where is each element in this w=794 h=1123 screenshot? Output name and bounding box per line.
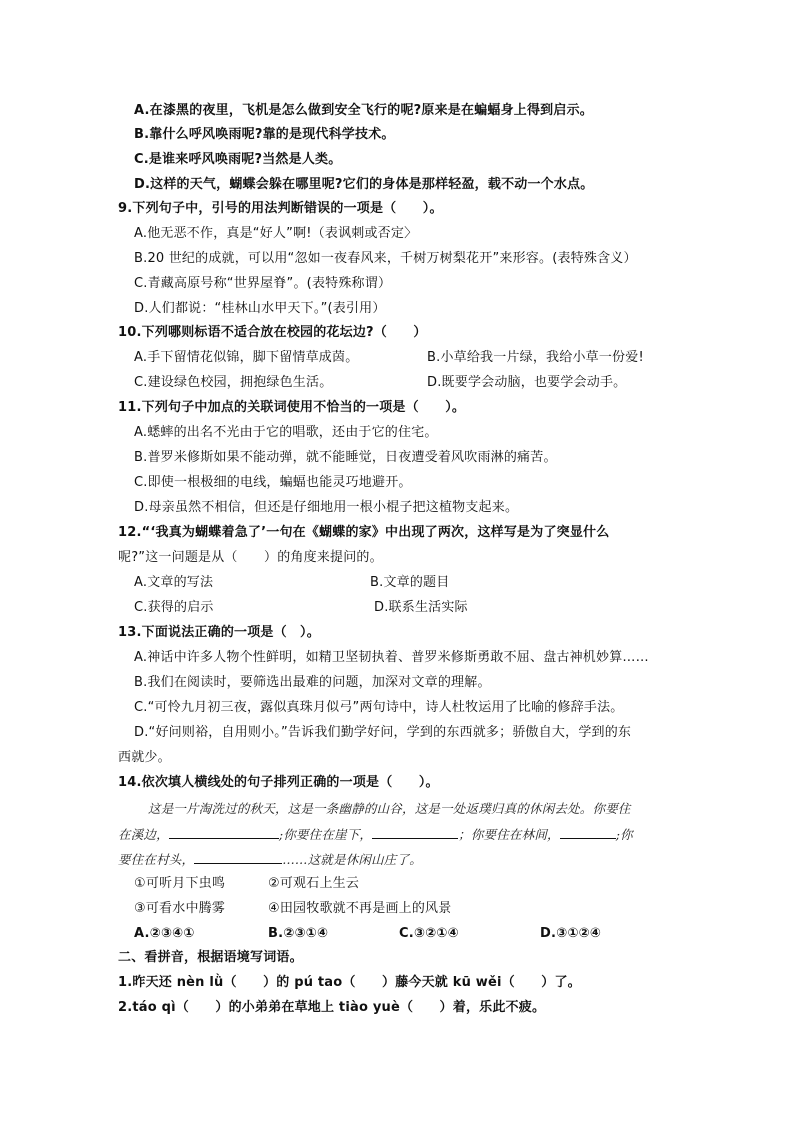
q10-option-d: D.既要学会动脑，也要学会动手。 bbox=[427, 375, 627, 390]
q13-option-d-cont: 西就少。 bbox=[118, 750, 171, 765]
q14-option-c: C.③②①④ bbox=[399, 926, 459, 941]
question-11: 11.下列句子中加点的关联词使用不恰当的一项是（ ）。 bbox=[118, 400, 466, 415]
q12-option-a: A.文章的写法 bbox=[134, 575, 214, 590]
q12-option-b: B.文章的题目 bbox=[370, 575, 450, 590]
question-9: 9.下列句子中，引号的用法判断错误的一项是（ ）。 bbox=[118, 201, 443, 216]
q12-option-c: C.获得的启示 bbox=[134, 600, 214, 615]
question-12-cont: 呢?”这一问题是从（ ）的角度来提问的。 bbox=[118, 550, 383, 565]
q9-option-a: A.他无恶不作，真是“好人”啊!（表讽刺或否定〉 bbox=[134, 226, 418, 241]
option-b-line: B.靠什么呼风唤雨呢?靠的是现代科学技术。 bbox=[134, 127, 395, 142]
q9-option-b: B.20 世纪的成就，可以用“忽如一夜春风来，千树万树梨花开”来形容。(表特殊含义） bbox=[134, 251, 637, 266]
question-10: 10.下列哪则标语不适合放在校园的花坛边?（ ） bbox=[118, 325, 427, 340]
q14-passage-line-1: 这是一片淘洗过的秋天，这是一条幽静的山谷，这是一处返璞归真的休闲去处。你要住 bbox=[148, 801, 631, 816]
q10-option-a: A.手下留情花似锦，脚下留情草成茵。 bbox=[134, 350, 359, 365]
q10-option-b: B.小草给我一片绿，我给小草一份爱! bbox=[427, 350, 644, 365]
pinyin-question-2: 2.táo qì（ ）的小弟弟在草地上 tiào yuè（ ）着，乐此不疲。 bbox=[118, 1000, 546, 1015]
q12-option-d: D.联系生活实际 bbox=[374, 600, 468, 615]
option-d-line: D.这样的天气，蝴蝶会躲在哪里呢?它们的身体是那样轻盈，载不动一个水点。 bbox=[134, 177, 594, 192]
q13-option-b: B.我们在阅读时，要筛选出最难的问题，加深对文章的理解。 bbox=[134, 675, 491, 690]
sentence-4: ④田园牧歌就不再是画上的风景 bbox=[268, 901, 452, 916]
q11-option-b: B.普罗米修斯如果不能动弹，就不能睡觉，日夜遭受着风吹雨淋的痛苦。 bbox=[134, 450, 557, 465]
q13-option-d: D.“好问则裕，自用则小。”告诉我们勤学好问，学到的东西就多；骄傲自大，学到的东 bbox=[134, 725, 632, 740]
fill-blank-1[interactable] bbox=[169, 826, 279, 839]
q13-option-c: C.“可怜九月初三夜，露似真珠月似弓”两句诗中，诗人杜牧运用了比喻的修辞手法。 bbox=[134, 700, 624, 715]
q14-option-a: A.②③④① bbox=[134, 926, 195, 941]
q9-option-c: C.青藏高原号称“世界屋脊”。(表特殊称谓） bbox=[134, 276, 392, 291]
passage-text: ……这就是休闲山庄了。 bbox=[282, 852, 422, 867]
q11-option-d: D.母亲虽然不相信，但还是仔细地用一根小棍子把这植物支起来。 bbox=[134, 500, 519, 515]
q14-option-b: B.②③①④ bbox=[268, 926, 329, 941]
question-13: 13.下面说法正确的一项是（ ）。 bbox=[118, 625, 320, 640]
passage-text: 在溪边， bbox=[118, 827, 169, 842]
q10-option-c: C.建设绿色校园，拥抱绿色生活。 bbox=[134, 375, 333, 390]
sentence-2: ②可观石上生云 bbox=[268, 876, 360, 891]
fill-blank-4[interactable] bbox=[194, 851, 282, 864]
fill-blank-2[interactable] bbox=[372, 826, 458, 839]
passage-text: ；你要住在林间， bbox=[458, 827, 560, 842]
sentence-3: ③可看水中腾雾 bbox=[134, 901, 226, 916]
sentence-1: ①可听月下虫鸣 bbox=[134, 876, 226, 891]
q9-option-d: D.人们都说：“桂林山水甲天下。”(表引用） bbox=[134, 301, 386, 316]
passage-text: 要住在村头， bbox=[118, 852, 195, 867]
fill-blank-3[interactable] bbox=[560, 826, 616, 839]
option-c-line: C.是谁来呼风唤雨呢?当然是人类。 bbox=[134, 152, 342, 167]
q11-option-a: A.蟋蟀的出名不光由于它的唱歌，还由于它的住宅。 bbox=[134, 425, 438, 440]
q14-passage-line-2 bbox=[118, 826, 633, 843]
q11-option-c: C.即使一根极细的电线，蝙蝠也能灵巧地避开。 bbox=[134, 475, 412, 490]
q13-option-a: A.神话中许多人物个性鲜明，如精卫坚韧执着、普罗米修斯勇敢不屈、盘古神机妙算…… bbox=[134, 650, 649, 665]
pinyin-question-1: 1.昨天还 nèn lǜ（ ）的 pú tao（ ）藤今天就 kū wěi（ ）了。 bbox=[118, 975, 581, 990]
question-12: 12.“‘我真为蝴蝶着急了’一句在《蝴蝶的家》中出现了两次，这样写是为了突显什么 bbox=[118, 525, 610, 540]
passage-text: ;你要住在崖下， bbox=[278, 827, 373, 842]
option-a-line: A.在漆黑的夜里，飞机是怎么做到安全飞行的呢?原来是在蝙蝠身上得到启示。 bbox=[134, 103, 593, 118]
passage-text: ;你 bbox=[615, 827, 633, 842]
section-2-heading: 二、看拼音，根据语境写词语。 bbox=[118, 950, 303, 965]
q14-passage-line-3 bbox=[118, 851, 422, 868]
q14-option-d: D.③①②④ bbox=[540, 926, 601, 941]
question-14: 14.依次填人横线处的句子排列正确的一项是（ ）。 bbox=[118, 775, 439, 790]
